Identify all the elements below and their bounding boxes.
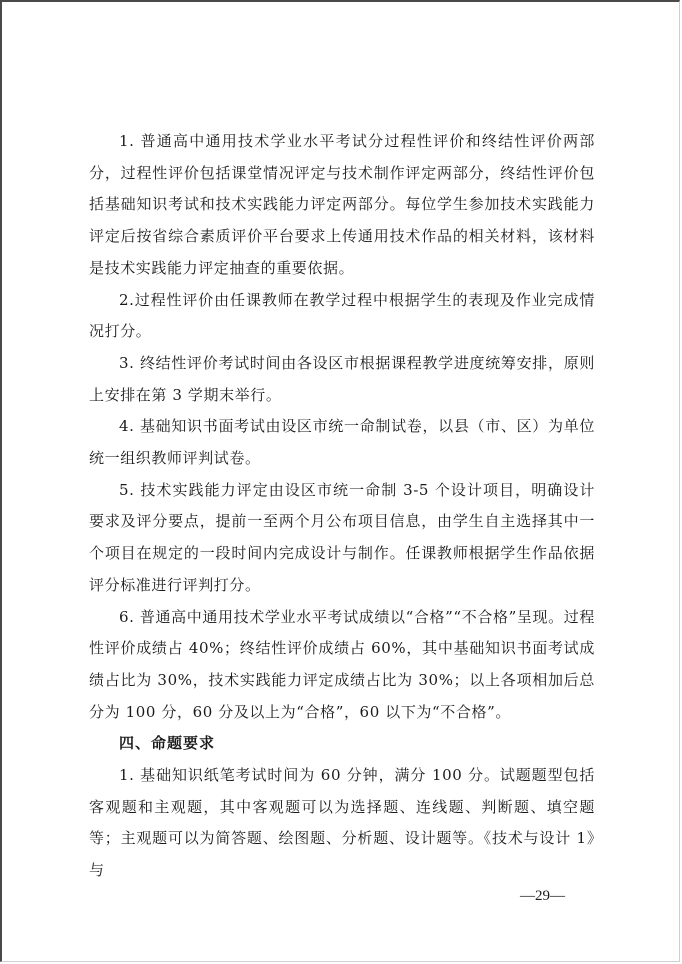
section-heading: 四、命题要求 — [119, 734, 216, 753]
paragraph-4: 4. 基础知识书面考试由设区市统一命制试卷，以县（市、区）为单位统一组织教师评判试卷。 — [89, 417, 595, 468]
paragraph-6: 6. 普通高中通用技术学业水平考试成绩以“合格”“不合格”呈现。过程性评价成绩占 40%；终结性评价成绩占 60%，其中基础知识书面考试成绩占比为 30%，技术实践能力评定成绩占比为 30%；以上各项相加后总分为 100 分，60 分及以上为“合格”，60 以下为“不合格”。 — [89, 607, 595, 721]
paragraph-1: 1. 普通高中通用技术学业水平考试分过程性评价和终结性评价两部分，过程性评价包括课堂情况评定与技术制作评定两部分，终结性评价包括基础知识考试和技术实践能力评定两部分。每位学生参加技术实践能力评定后按省综合素质评价平台要求上传通用技术作品的相关材料，该材料是技术实践能力评定抽查的重要依据。 — [89, 132, 595, 277]
paragraph-3: 3. 终结性评价考试时间由各设区市根据课程教学进度统筹安排，原则上安排在第 3 学期末举行。 — [89, 353, 595, 404]
section-paragraph-1: 1. 基础知识纸笔考试时间为 60 分钟，满分 100 分。试题题型包括客观题和主观题，其中客观题可以为选择题、连线题、判断题、填空题等；主观题可以为简答题、绘图题、分析题、设计题等。《技术与设计 1》与 — [89, 766, 595, 880]
page-number: —29— — [520, 888, 565, 904]
paragraph-5: 5. 技术实践能力评定由设区市统一命制 3-5 个设计项目，明确设计要求及评分要点，提前一至两个月公布项目信息，由学生自主选择其中一个项目在规定的一段时间内完成设计与制作。任课教师根据学生作品依据评分标准进行评判打分。 — [89, 480, 595, 594]
paragraph-2: 2.过程性评价由任课教师在教学过程中根据学生的表现及作业完成情况打分。 — [89, 290, 595, 341]
document-body — [89, 126, 595, 887]
